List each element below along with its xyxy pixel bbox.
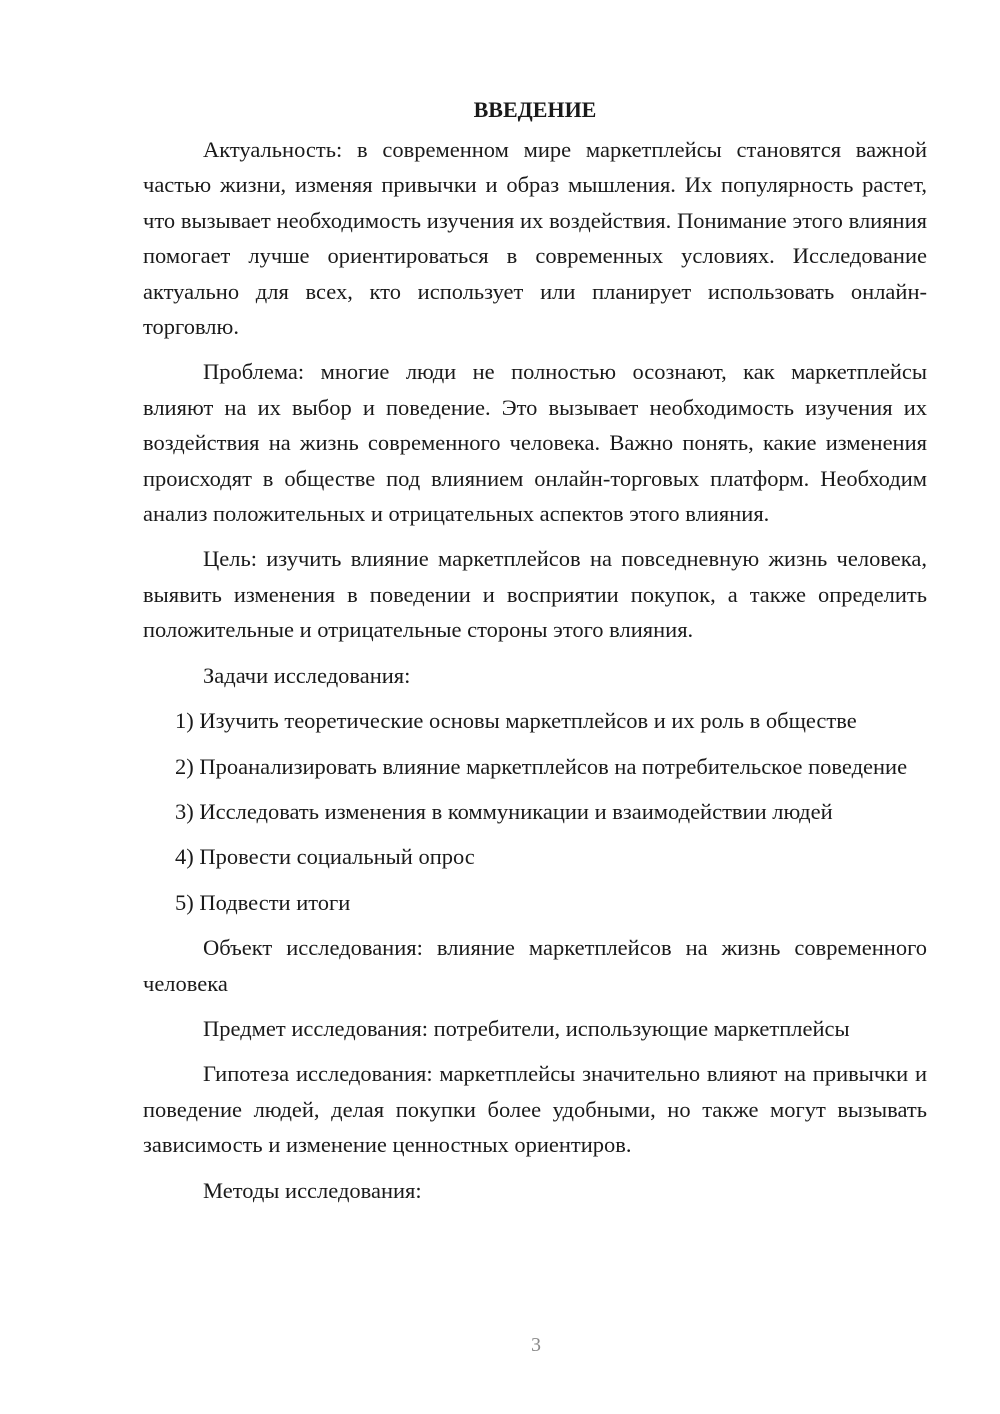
section-title: ВВЕДЕНИЕ [473, 97, 597, 122]
task-item-1: 1) Изучить теоретические основы маркетплейсов и их роль в обществе [175, 708, 857, 734]
task-item-5: 5) Подвести итоги [175, 889, 351, 915]
task-item-2: 2) Проанализировать влияние маркетплейсов на потребительское поведение [175, 753, 908, 779]
page-number: 3 [531, 1334, 541, 1356]
problem-paragraph: Проблема: многие люди не полностью осознают, как маркетплейсы влияют на их выбор и поведение. Это вызывает необходимость изучения их воздействия на жизнь современного человека. Важно понять, какие изменения происходят в обществе под влиянием онлайн-торговых платформ. Необходим анализ положительных и отрицательных аспектов этого влияния. [143, 359, 927, 527]
task-item-4: 4) Провести социальный опрос [175, 844, 475, 870]
subject-paragraph: Предмет исследования: потребители, использующие маркетплейсы [203, 1015, 850, 1041]
page-content [143, 92, 927, 1208]
task-item-3: 3) Исследовать изменения в коммуникации и взаимодействии людей [175, 798, 833, 824]
hypothesis-paragraph: Гипотеза исследования: маркетплейсы значительно влияют на привычки и поведение людей, делая покупки более удобными, но также могут вызывать зависимость и изменение ценностных ориентиров. [143, 1061, 927, 1158]
goal-paragraph: Цель: изучить влияние маркетплейсов на повседневную жизнь человека, выявить изменения в поведении и восприятии покупок, а также определить положительные и отрицательные стороны этого влияния. [143, 546, 927, 643]
methods-heading: Методы исследования: [203, 1177, 422, 1203]
tasks-heading: Задачи исследования: [203, 662, 411, 688]
object-paragraph: Объект исследования: влияние маркетплейсов на жизнь современного человека [143, 935, 927, 996]
relevance-paragraph: Актуальность: в современном мире маркетплейсы становятся важной частью жизни, изменяя привычки и образ мышления. Их популярность растет, что вызывает необходимость изучения их воздействия. Понимание этого влияния помогает лучше ориентироваться в современных условиях. Исследование актуально для всех, кто использует или планирует использовать онлайн-торговлю. [143, 137, 927, 340]
